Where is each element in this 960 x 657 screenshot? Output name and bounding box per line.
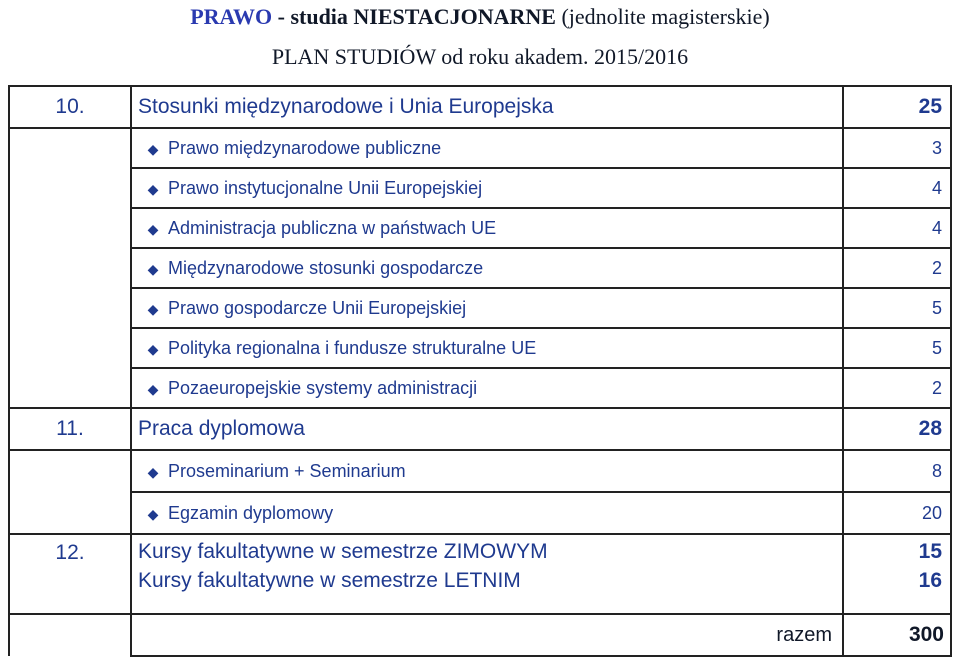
course-credits: 2 xyxy=(843,368,951,408)
bullet-icon: ◆ xyxy=(147,260,159,277)
bullet-icon: ◆ xyxy=(147,340,159,357)
section-number: 10. xyxy=(9,86,131,128)
electives-summer: Kursy fakultatywne w semestrze LETNIM xyxy=(138,569,521,592)
course-credits: 5 xyxy=(843,328,951,368)
bullet-icon: ◆ xyxy=(147,380,159,397)
section-number: 11. xyxy=(9,408,131,450)
course-name xyxy=(131,248,843,288)
course-row xyxy=(9,328,951,368)
number-cell-empty xyxy=(9,248,131,288)
course-name xyxy=(131,168,843,208)
course-credits: 3 xyxy=(843,128,951,168)
course-row xyxy=(9,208,951,248)
plan-title: PLAN STUDIÓW od roku akadem. 2015/2016 xyxy=(271,44,689,69)
number-cell-empty xyxy=(9,288,131,328)
course-name xyxy=(131,368,843,408)
total-row xyxy=(9,614,951,656)
course-name xyxy=(131,328,843,368)
number-cell-empty xyxy=(9,208,131,248)
course-label: Egzamin dyplomowy xyxy=(168,502,334,523)
bullet-icon: ◆ xyxy=(147,220,159,237)
section-title: Praca dyplomowa xyxy=(131,408,843,450)
electives-winter: Kursy fakultatywne w semestrze ZIMOWYM xyxy=(138,540,548,563)
header-title xyxy=(0,4,960,30)
course-credits: 8 xyxy=(843,450,951,492)
course-credits: 20 xyxy=(843,492,951,534)
study-plan-table xyxy=(8,85,952,657)
course-credits: 4 xyxy=(843,168,951,208)
course-label: Proseminarium + Seminarium xyxy=(168,460,406,481)
course-name xyxy=(131,288,843,328)
section-row xyxy=(9,534,951,614)
study-note: (jednolite magisterskie) xyxy=(555,4,770,29)
number-cell-empty xyxy=(9,168,131,208)
total-label: razem xyxy=(131,614,843,656)
course-label: Pozaeuropejskie systemy administracji xyxy=(168,377,478,398)
section-credits: 25 xyxy=(843,86,951,128)
electives-credits xyxy=(843,534,951,614)
course-row xyxy=(9,450,951,492)
bullet-icon: ◆ xyxy=(147,463,159,480)
course-name xyxy=(131,208,843,248)
section-credits: 28 xyxy=(843,408,951,450)
total-spacer xyxy=(9,614,131,656)
bullet-icon: ◆ xyxy=(147,505,159,522)
number-cell-empty xyxy=(9,328,131,368)
program-dash: - studia xyxy=(272,4,354,29)
number-cell-empty xyxy=(9,128,131,168)
electives-cell xyxy=(131,534,843,614)
course-row xyxy=(9,248,951,288)
course-row xyxy=(9,128,951,168)
course-label: Prawo instytucjonalne Unii Europejskiej xyxy=(168,177,483,198)
course-credits: 4 xyxy=(843,208,951,248)
course-label: Polityka regionalna i fundusze strukturalne UE xyxy=(168,337,537,358)
number-cell-empty xyxy=(9,368,131,408)
course-name xyxy=(131,450,843,492)
course-name xyxy=(131,492,843,534)
bullet-icon: ◆ xyxy=(147,300,159,317)
number-cell-empty xyxy=(9,492,131,534)
course-label: Administracja publiczna w państwach UE xyxy=(168,217,497,238)
course-row xyxy=(9,288,951,328)
course-label: Międzynarodowe stosunki gospodarcze xyxy=(168,257,484,278)
number-cell-empty xyxy=(9,450,131,492)
electives-summer-credits: 16 xyxy=(918,569,942,592)
course-row xyxy=(9,368,951,408)
course-name xyxy=(131,128,843,168)
course-row xyxy=(9,168,951,208)
course-credits: 2 xyxy=(843,248,951,288)
section-title: Stosunki międzynarodowe i Unia Europejska xyxy=(131,86,843,128)
total-value: 300 xyxy=(843,614,951,656)
electives-winter-credits: 15 xyxy=(918,540,942,563)
course-credits: 5 xyxy=(843,288,951,328)
section-row xyxy=(9,408,951,450)
section-row xyxy=(9,86,951,128)
study-mode: NIESTACJONARNE xyxy=(353,4,556,29)
program-name: PRAWO xyxy=(190,4,273,29)
course-row xyxy=(9,492,951,534)
course-label: Prawo międzynarodowe publiczne xyxy=(168,137,442,158)
section-number: 12. xyxy=(9,534,131,614)
course-label: Prawo gospodarcze Unii Europejskiej xyxy=(168,297,467,318)
bullet-icon: ◆ xyxy=(147,140,159,157)
bullet-icon: ◆ xyxy=(147,180,159,197)
